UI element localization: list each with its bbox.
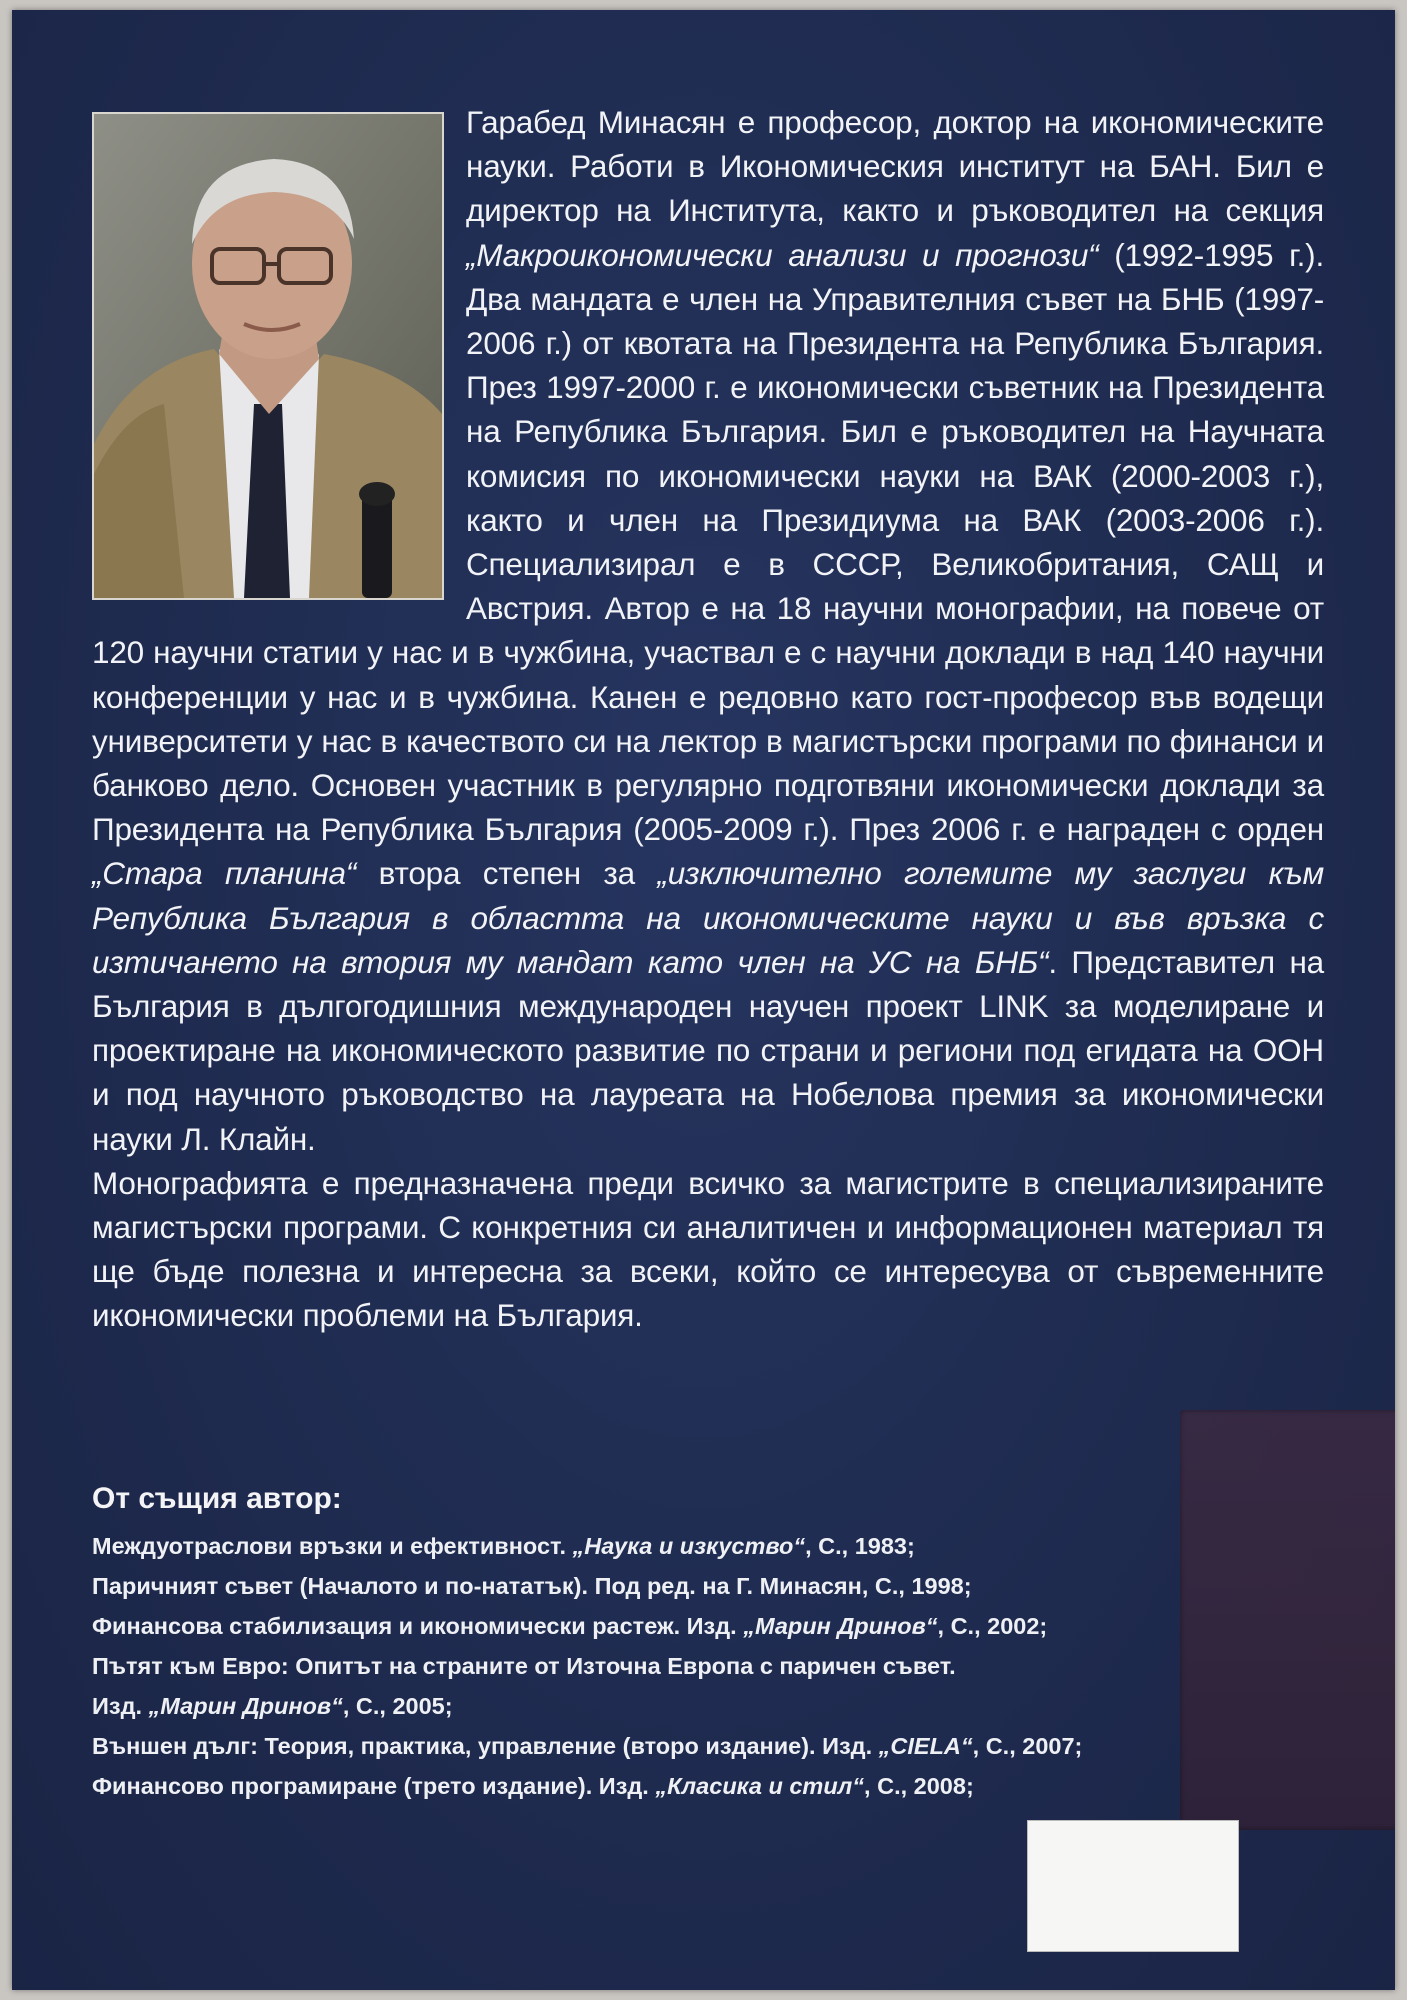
work-item: Междуотраслови връзки и ефективност. „Наука и изкуство“, С., 1983; <box>92 1533 915 1559</box>
other-works-heading: От същия автор: <box>92 1482 342 1515</box>
book-back-cover <box>12 10 1395 1990</box>
author-biography <box>92 100 1324 1338</box>
work-item: Изд. „Марин Дринов“, С., 2005; <box>92 1693 453 1719</box>
work-item: Пътят към Евро: Опитът на страните от Източна Европа с паричен съвет. <box>92 1653 956 1679</box>
library-sticker <box>1180 1410 1395 1830</box>
work-item: Финансова стабилизация и икономически растеж. Изд. „Марин Дринов“, С., 2002; <box>92 1613 1048 1639</box>
monograph-description: Монографията е предназначена преди всичко за магистрите в специализираните магистърски програми. С конкретния си аналитичен и информационен материал тя ще бъде полезна и интересна за всеки, който се интересува от съвременните икономически проблеми на България. <box>92 1164 1324 1334</box>
biography-paragraph: Гарабед Минасян е професор, доктор на икономическите науки. Работи в Икономическия институт на БАН. Бил е директор на Института, както и ръководител на секция „Макроикономически анализи и прогнози“ (1992-1995 г.). Два мандата е член на Управителния съвет на БНБ (1997-2006 г.) от квотата на Президента на Република България. През 1997-2000 г. е икономически съветник на Президента на Република България. Бил е ръководител на Научната комисия по икономически науки на ВАК (2000-2003 г.), както и член на Президиума на ВАК (2003-2006 г.). Специализирал е в СССР, Великобритания, САЩ и Австрия. Автор е на 18 научни монографии, на повече от 120 научни статии у нас и в чужбина, участвал е с научни доклади в над 140 научни конференции у нас и в чужбина. Канен е редовно като гост-професор във водещи университети у нас в качеството си на лектор в магистърски програми по финанси и банково дело. Основен участник в регулярно подготвяни икономически доклади за Президента на Република България (2005-2009 г.). През 2006 г. е награден с орден „Стара планина“ втора степен за „изключително големите му заслуги към Република България в областта на икономическите науки и във връзка с изтичането на втория му мандат като член на УС на БНБ“. Представител на България в дългогодишния международен научен проект LINK за моделиране и проектиране на икономическото развитие по страни и региони под егидата на ООН и под научното ръководство на лауреата на Нобелова премия за икономически науки Л. Клайн. <box>92 104 1324 1157</box>
work-item: Паричният съвет (Началото и по-нататък). Под ред. на Г. Минасян, С., 1998; <box>92 1573 972 1599</box>
barcode-label <box>1027 1820 1239 1952</box>
other-works-list <box>92 1526 1212 1806</box>
work-item: Финансово програмиране (трето издание). Изд. „Класика и стил“, С., 2008; <box>92 1773 974 1799</box>
work-item: Външен дълг: Теория, практика, управление (второ издание). Изд. „CIELA“, С., 2007; <box>92 1733 1083 1759</box>
